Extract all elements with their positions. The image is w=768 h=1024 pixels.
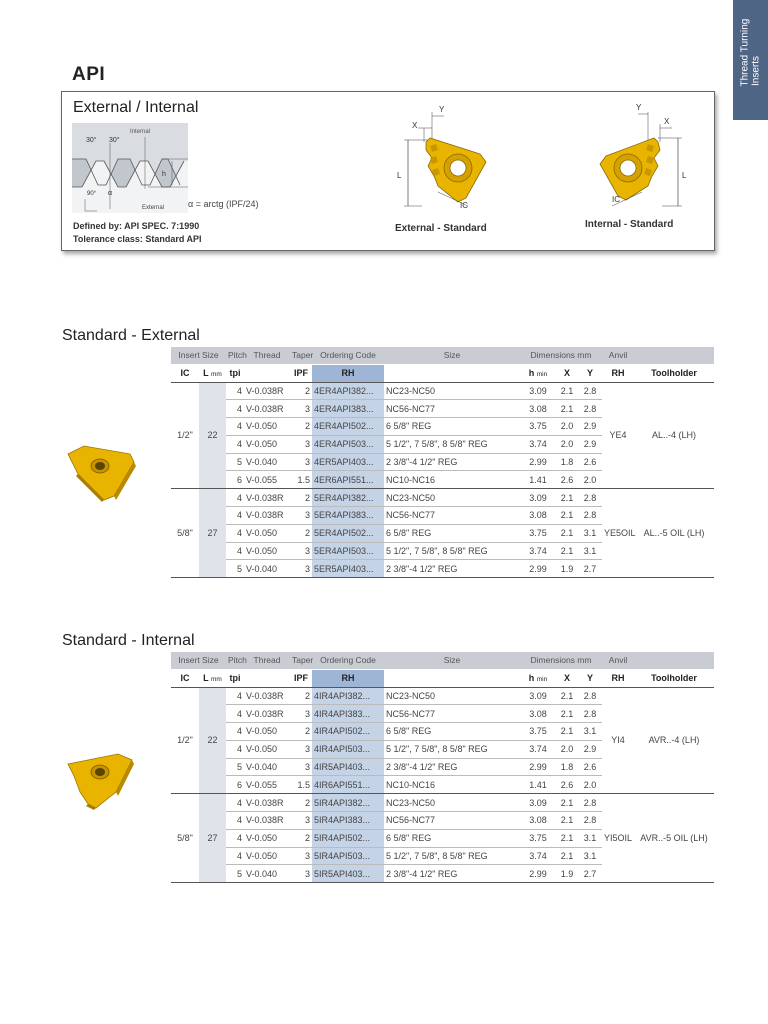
ipf-cell: 3 <box>290 847 312 865</box>
y-cell: 2.8 <box>578 794 602 812</box>
h-cell: 3.74 <box>520 435 556 453</box>
h-header <box>520 669 556 687</box>
ordering-code-cell: 5ER4API383... <box>312 507 384 525</box>
thread-cell: V-0.055 <box>244 776 290 794</box>
int-l-label: L <box>682 171 687 180</box>
thread-cell: V-0.038R <box>244 489 290 507</box>
anvil-cell: YE5OIL <box>602 489 634 578</box>
thread-cell: V-0.050 <box>244 435 290 453</box>
ordering-code-cell: 5ER4API382... <box>312 489 384 507</box>
h-cell: 2.99 <box>520 865 556 883</box>
thread-cell: V-0.038R <box>244 705 290 723</box>
size-cell: 2 3/8"-4 1/2" REG <box>384 865 520 883</box>
thread-subheader <box>244 364 290 382</box>
l-unit: mm <box>211 371 222 378</box>
thread-cell: V-0.040 <box>244 453 290 471</box>
y-cell: 3.1 <box>578 723 602 741</box>
y-cell: 2.7 <box>578 865 602 883</box>
table-row <box>171 687 714 705</box>
h-cell: 3.75 <box>520 524 556 542</box>
toolholder-cell: AL..-5 OIL (LH) <box>634 489 714 578</box>
size-cell: NC56-NC77 <box>384 507 520 525</box>
thread-cell: V-0.050 <box>244 740 290 758</box>
h-min-label: min <box>536 371 548 378</box>
size-cell: NC23-NC50 <box>384 687 520 705</box>
x-cell: 2.0 <box>556 740 578 758</box>
thread-cell: V-0.050 <box>244 524 290 542</box>
alpha-formula: α = arctg (IPF/24) <box>188 199 259 209</box>
h-header-text: h <box>528 368 535 378</box>
y-cell: 2.8 <box>578 705 602 723</box>
ipf-cell: 3 <box>290 400 312 418</box>
ordering-code-cell: 4ER4API502... <box>312 418 384 436</box>
h-cell: 3.08 <box>520 507 556 525</box>
tpi-header: tpi <box>226 669 244 687</box>
h-cell: 3.09 <box>520 794 556 812</box>
x-cell: 2.1 <box>556 723 578 741</box>
x-cell: 2.6 <box>556 776 578 794</box>
size-cell: NC10-NC16 <box>384 776 520 794</box>
thread-cell: V-0.050 <box>244 418 290 436</box>
size-cell: NC23-NC50 <box>384 382 520 400</box>
h-cell: 3.75 <box>520 418 556 436</box>
size-cell: 2 3/8"-4 1/2" REG <box>384 758 520 776</box>
ipf-header: IPF <box>290 364 312 382</box>
thread-subheader <box>244 669 290 687</box>
x-cell: 2.1 <box>556 687 578 705</box>
x-cell: 2.1 <box>556 524 578 542</box>
ordering-code-cell: 5IR5API403... <box>312 865 384 883</box>
int-ic-label: IC <box>612 195 620 204</box>
y-cell: 2.9 <box>578 740 602 758</box>
h-cell: 3.74 <box>520 847 556 865</box>
y-cell: 2.7 <box>578 560 602 578</box>
l-header <box>199 364 226 382</box>
ipf-cell: 1.5 <box>290 471 312 489</box>
thread-cell: V-0.038R <box>244 794 290 812</box>
ic-cell: 1/2" <box>171 687 199 794</box>
h-cell: 3.09 <box>520 382 556 400</box>
taper-header: Taper <box>290 347 312 364</box>
size-cell: 6 5/8" REG <box>384 418 520 436</box>
anvil-cell: YI5OIL <box>602 794 634 883</box>
h-cell: 3.09 <box>520 687 556 705</box>
tpi-cell: 4 <box>226 524 244 542</box>
section-title-external: Standard - External <box>62 327 200 344</box>
ordering-code-cell: 5IR4API502... <box>312 829 384 847</box>
thread-cell: V-0.050 <box>244 829 290 847</box>
size-cell: 2 3/8"-4 1/2" REG <box>384 560 520 578</box>
ipf-cell: 2 <box>290 524 312 542</box>
l-cell: 22 <box>199 687 226 794</box>
ipf-cell: 3 <box>290 435 312 453</box>
ordering-code-cell: 4IR6API551... <box>312 776 384 794</box>
ordering-code-cell: 4IR4API383... <box>312 705 384 723</box>
ipf-cell: 2 <box>290 794 312 812</box>
thread-cell: V-0.038R <box>244 382 290 400</box>
page-title: API <box>72 64 106 85</box>
x-cell: 2.1 <box>556 400 578 418</box>
internal-inserts-table <box>171 652 714 883</box>
thread-cell: V-0.050 <box>244 542 290 560</box>
thread-cell: V-0.050 <box>244 847 290 865</box>
blank-header <box>634 347 714 364</box>
ordering-code-cell: 4ER5API403... <box>312 453 384 471</box>
ic-header: IC <box>171 364 199 382</box>
size-cell: NC23-NC50 <box>384 794 520 812</box>
tpi-cell: 6 <box>226 776 244 794</box>
anvil-header: Anvil <box>602 347 634 364</box>
h-cell: 3.74 <box>520 740 556 758</box>
external-insert-image <box>64 440 136 502</box>
x-cell: 2.1 <box>556 847 578 865</box>
h-cell: 3.08 <box>520 812 556 830</box>
thread-header: Thread <box>244 347 290 364</box>
ext-x-label: X <box>412 121 418 130</box>
spec-title: External / Internal <box>73 99 199 116</box>
size-cell: 5 1/2", 7 5/8", 8 5/8" REG <box>384 435 520 453</box>
y-cell: 3.1 <box>578 829 602 847</box>
toolholder-header: Toolholder <box>634 669 714 687</box>
ipf-cell: 2 <box>290 382 312 400</box>
toolholder-cell: AL..-4 (LH) <box>634 382 714 489</box>
x-cell: 2.6 <box>556 471 578 489</box>
size-cell: NC56-NC77 <box>384 400 520 418</box>
ordering-code-cell: 5IR4API503... <box>312 847 384 865</box>
x-cell: 2.1 <box>556 542 578 560</box>
tpi-cell: 4 <box>226 542 244 560</box>
tpi-cell: 4 <box>226 829 244 847</box>
external-table-body <box>171 382 714 578</box>
h-cell: 1.41 <box>520 776 556 794</box>
h-cell: 3.75 <box>520 829 556 847</box>
h-cell: 2.99 <box>520 758 556 776</box>
x-cell: 2.1 <box>556 489 578 507</box>
x-cell: 2.1 <box>556 829 578 847</box>
l-header-text: L <box>203 368 209 378</box>
int-y-label: Y <box>636 103 642 112</box>
profile-internal-label: Internal <box>130 129 151 135</box>
size-cell: 5 1/2", 7 5/8", 8 5/8" REG <box>384 847 520 865</box>
external-inserts-table <box>171 347 714 578</box>
ipf-cell: 3 <box>290 740 312 758</box>
ipf-cell: 3 <box>290 758 312 776</box>
size-cell: 6 5/8" REG <box>384 723 520 741</box>
table-row <box>171 489 714 507</box>
internal-insert-diagram <box>582 98 692 216</box>
size-cell: NC56-NC77 <box>384 812 520 830</box>
size-cell: NC23-NC50 <box>384 489 520 507</box>
x-cell: 1.8 <box>556 453 578 471</box>
l-cell: 27 <box>199 794 226 883</box>
section-tab-label <box>739 18 762 87</box>
thread-cell: V-0.038R <box>244 687 290 705</box>
x-header: X <box>556 364 578 382</box>
tpi-cell: 5 <box>226 758 244 776</box>
ordering-code-cell: 4ER6API551... <box>312 471 384 489</box>
thread-cell: V-0.038R <box>244 507 290 525</box>
y-cell: 2.8 <box>578 382 602 400</box>
ipf-cell: 2 <box>290 418 312 436</box>
y-cell: 2.0 <box>578 776 602 794</box>
dimensions-header: Dimensions mm <box>520 347 602 364</box>
l-cell: 22 <box>199 382 226 489</box>
ordering-code-cell: 4IR4API503... <box>312 740 384 758</box>
ext-y-label: Y <box>439 105 445 114</box>
y-cell: 2.6 <box>578 758 602 776</box>
ext-ic-label: IC <box>460 201 468 210</box>
table-row <box>171 382 714 400</box>
ordering-code-cell: 4IR4API382... <box>312 687 384 705</box>
ic-header: IC <box>171 669 199 687</box>
h-cell: 3.74 <box>520 542 556 560</box>
h-cell: 3.09 <box>520 489 556 507</box>
profile-h-label: h <box>162 171 166 178</box>
table-row <box>171 794 714 812</box>
tpi-cell: 5 <box>226 560 244 578</box>
tpi-cell: 4 <box>226 435 244 453</box>
ext-l-label: L <box>397 171 402 180</box>
tpi-cell: 4 <box>226 418 244 436</box>
profile-angle-left: 30° <box>86 137 97 144</box>
table-subheader-row <box>171 364 714 382</box>
thread-cell: V-0.038R <box>244 812 290 830</box>
y-cell: 3.1 <box>578 542 602 560</box>
h-cell: 1.41 <box>520 471 556 489</box>
ipf-cell: 3 <box>290 560 312 578</box>
x-header: X <box>556 669 578 687</box>
anvil-header: Anvil <box>602 652 634 669</box>
defined-by-text: Defined by: API SPEC. 7:1990 <box>73 221 200 231</box>
tpi-cell: 4 <box>226 740 244 758</box>
x-cell: 1.8 <box>556 758 578 776</box>
thread-cell: V-0.050 <box>244 723 290 741</box>
y-cell: 2.8 <box>578 507 602 525</box>
l-unit: mm <box>211 676 222 683</box>
y-cell: 3.1 <box>578 847 602 865</box>
x-cell: 2.0 <box>556 418 578 436</box>
ipf-header: IPF <box>290 669 312 687</box>
ipf-cell: 1.5 <box>290 776 312 794</box>
spec-box <box>61 91 715 251</box>
rh-header: RH <box>312 364 384 382</box>
h-cell: 3.08 <box>520 400 556 418</box>
y-header: Y <box>578 364 602 382</box>
thread-cell: V-0.055 <box>244 471 290 489</box>
l-cell: 27 <box>199 489 226 578</box>
ordering-code-cell: 4ER4API382... <box>312 382 384 400</box>
ordering-code-cell: 5IR4API383... <box>312 812 384 830</box>
size-cell: 5 1/2", 7 5/8", 8 5/8" REG <box>384 740 520 758</box>
x-cell: 2.1 <box>556 812 578 830</box>
h-cell: 3.75 <box>520 723 556 741</box>
tpi-cell: 4 <box>226 812 244 830</box>
thread-header: Thread <box>244 652 290 669</box>
ordering-code-cell: 4ER4API503... <box>312 435 384 453</box>
insert-size-header: Insert Size <box>171 652 226 669</box>
section-tab-line1: Thread Turning <box>739 18 751 87</box>
blank-header <box>634 652 714 669</box>
ipf-cell: 3 <box>290 453 312 471</box>
x-cell: 2.1 <box>556 382 578 400</box>
tpi-cell: 4 <box>226 400 244 418</box>
tpi-cell: 4 <box>226 794 244 812</box>
size-header: Size <box>384 652 520 669</box>
y-cell: 2.8 <box>578 489 602 507</box>
size-cell: NC56-NC77 <box>384 705 520 723</box>
ic-cell: 1/2" <box>171 382 199 489</box>
section-title-internal: Standard - Internal <box>62 632 195 649</box>
size-cell: 6 5/8" REG <box>384 829 520 847</box>
table-header-row <box>171 347 714 364</box>
h-header-text: h <box>528 673 535 683</box>
ordering-code-header: Ordering Code <box>312 652 384 669</box>
y-cell: 2.6 <box>578 453 602 471</box>
external-standard-caption: External - Standard <box>395 223 487 234</box>
size-cell: 6 5/8" REG <box>384 524 520 542</box>
ic-cell: 5/8" <box>171 489 199 578</box>
ordering-code-cell: 4ER4API383... <box>312 400 384 418</box>
tpi-cell: 5 <box>226 453 244 471</box>
y-cell: 2.9 <box>578 435 602 453</box>
ipf-cell: 2 <box>290 489 312 507</box>
size-subheader <box>384 669 520 687</box>
rh-header: RH <box>312 669 384 687</box>
internal-table-body <box>171 687 714 883</box>
ipf-cell: 3 <box>290 705 312 723</box>
tpi-cell: 4 <box>226 705 244 723</box>
section-tab[interactable] <box>733 0 768 120</box>
y-cell: 2.0 <box>578 471 602 489</box>
insert-size-header: Insert Size <box>171 347 226 364</box>
section-tab-line2: Inserts <box>750 56 762 87</box>
y-cell: 2.8 <box>578 687 602 705</box>
anvil-cell: YE4 <box>602 382 634 489</box>
tpi-cell: 4 <box>226 382 244 400</box>
l-header-text: L <box>203 673 209 683</box>
y-cell: 2.8 <box>578 400 602 418</box>
ordering-code-header: Ordering Code <box>312 347 384 364</box>
anvil-rh-header: RH <box>602 669 634 687</box>
toolholder-cell: AVR..-5 OIL (LH) <box>634 794 714 883</box>
anvil-rh-header: RH <box>602 364 634 382</box>
ordering-code-cell: 4IR5API403... <box>312 758 384 776</box>
pitch-header: Pitch <box>226 652 244 669</box>
int-x-label: X <box>664 117 670 126</box>
thread-profile-diagram <box>72 123 188 213</box>
size-subheader <box>384 364 520 382</box>
dimensions-header: Dimensions mm <box>520 652 602 669</box>
ordering-code-cell: 5ER4API503... <box>312 542 384 560</box>
size-header: Size <box>384 347 520 364</box>
toolholder-header: Toolholder <box>634 364 714 382</box>
tpi-cell: 4 <box>226 723 244 741</box>
profile-external-label: External <box>142 205 165 211</box>
tpi-cell: 4 <box>226 687 244 705</box>
tpi-cell: 6 <box>226 471 244 489</box>
ipf-cell: 3 <box>290 507 312 525</box>
size-cell: NC10-NC16 <box>384 471 520 489</box>
x-cell: 1.9 <box>556 560 578 578</box>
h-header <box>520 364 556 382</box>
thread-cell: V-0.038R <box>244 400 290 418</box>
tpi-cell: 4 <box>226 489 244 507</box>
tolerance-text: Tolerance class: Standard API <box>73 234 202 244</box>
anvil-cell: YI4 <box>602 687 634 794</box>
x-cell: 2.1 <box>556 507 578 525</box>
tpi-cell: 5 <box>226 865 244 883</box>
thread-cell: V-0.040 <box>244 865 290 883</box>
taper-header: Taper <box>290 652 312 669</box>
ipf-cell: 3 <box>290 865 312 883</box>
size-cell: 5 1/2", 7 5/8", 8 5/8" REG <box>384 542 520 560</box>
internal-standard-caption: Internal - Standard <box>585 219 674 230</box>
l-header <box>199 669 226 687</box>
h-cell: 3.08 <box>520 705 556 723</box>
ordering-code-cell: 5ER5API403... <box>312 560 384 578</box>
x-cell: 2.1 <box>556 794 578 812</box>
y-cell: 2.9 <box>578 418 602 436</box>
y-cell: 3.1 <box>578 524 602 542</box>
ordering-code-cell: 5ER4API502... <box>312 524 384 542</box>
profile-right-angle: 90° <box>87 191 97 197</box>
size-cell: 2 3/8"-4 1/2" REG <box>384 453 520 471</box>
table-subheader-row <box>171 669 714 687</box>
h-cell: 2.99 <box>520 453 556 471</box>
tpi-header: tpi <box>226 364 244 382</box>
ordering-code-cell: 5IR4API382... <box>312 794 384 812</box>
h-min-label: min <box>536 676 548 683</box>
thread-cell: V-0.040 <box>244 560 290 578</box>
profile-angle-right: 30° <box>109 137 120 144</box>
ipf-cell: 2 <box>290 829 312 847</box>
internal-insert-image <box>64 748 136 810</box>
external-insert-diagram <box>392 98 502 218</box>
thread-cell: V-0.040 <box>244 758 290 776</box>
ipf-cell: 2 <box>290 723 312 741</box>
ordering-code-cell: 4IR4API502... <box>312 723 384 741</box>
x-cell: 2.0 <box>556 435 578 453</box>
tpi-cell: 4 <box>226 507 244 525</box>
toolholder-cell: AVR..-4 (LH) <box>634 687 714 794</box>
x-cell: 2.1 <box>556 705 578 723</box>
h-cell: 2.99 <box>520 560 556 578</box>
ipf-cell: 2 <box>290 687 312 705</box>
y-header: Y <box>578 669 602 687</box>
ipf-cell: 3 <box>290 812 312 830</box>
profile-alpha-label: α <box>108 190 113 197</box>
x-cell: 1.9 <box>556 865 578 883</box>
table-header-row <box>171 652 714 669</box>
ic-cell: 5/8" <box>171 794 199 883</box>
pitch-header: Pitch <box>226 347 244 364</box>
tpi-cell: 4 <box>226 847 244 865</box>
ipf-cell: 3 <box>290 542 312 560</box>
y-cell: 2.8 <box>578 812 602 830</box>
spec-definition <box>73 220 202 246</box>
